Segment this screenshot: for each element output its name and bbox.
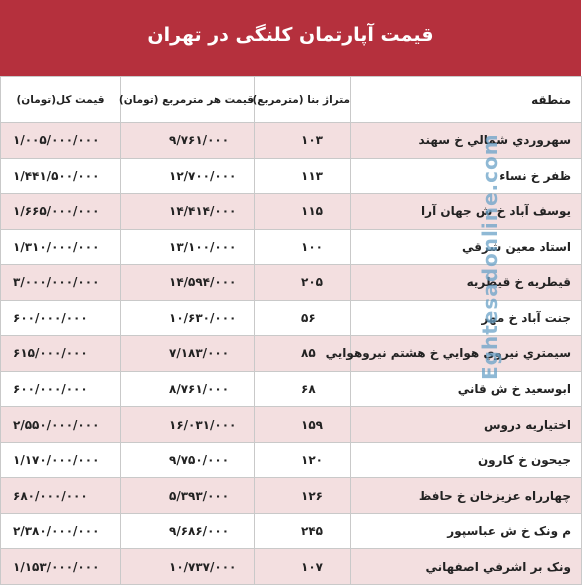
cell-area: ۶۸	[255, 371, 351, 407]
cell-price-per-meter: ۱۰/۶۳۰/۰۰۰	[121, 300, 255, 336]
cell-region: ظفر خ نساء	[351, 158, 582, 194]
cell-area: ۱۰۷	[255, 549, 351, 585]
cell-region: جنت آباد خ مهر	[351, 300, 582, 336]
cell-price-per-meter: ۱۲/۷۰۰/۰۰۰	[121, 158, 255, 194]
cell-price-per-meter: ۱۴/۵۹۴/۰۰۰	[121, 265, 255, 301]
table-row	[1, 265, 582, 301]
cell-area: ۲۰۵	[255, 265, 351, 301]
cell-region: چهارراه عزیزخان خ حافظ	[351, 478, 582, 514]
table-row	[1, 549, 582, 585]
table-row	[1, 513, 582, 549]
cell-region: ونک بر اشرفي اصفهاني	[351, 549, 582, 585]
cell-area: ۱۰۳	[255, 123, 351, 159]
table-header-row	[1, 77, 582, 123]
cell-region: اختیاریه دروس	[351, 407, 582, 443]
cell-price-per-meter: ۹/۷۵۰/۰۰۰	[121, 442, 255, 478]
cell-total-price: ۱/۱۷۰/۰۰۰/۰۰۰	[1, 442, 121, 478]
cell-total-price: ۳/۰۰۰/۰۰۰/۰۰۰	[1, 265, 121, 301]
header-area: متراژ بنا (مترمربع)	[255, 77, 351, 123]
table-row	[1, 194, 582, 230]
cell-region: استاد معین شرقي	[351, 229, 582, 265]
table-row	[1, 158, 582, 194]
cell-total-price: ۶۰۰/۰۰۰/۰۰۰	[1, 371, 121, 407]
cell-region: سهروردي شمالي خ سهند	[351, 123, 582, 159]
header-region: منطقه	[351, 77, 582, 123]
cell-area: ۱۱۳	[255, 158, 351, 194]
cell-total-price: ۱/۳۱۰/۰۰۰/۰۰۰	[1, 229, 121, 265]
cell-price-per-meter: ۱۴/۴۱۴/۰۰۰	[121, 194, 255, 230]
cell-region: ابوسعید خ ش قاني	[351, 371, 582, 407]
cell-area: ۱۲۶	[255, 478, 351, 514]
cell-price-per-meter: ۱۶/۰۳۱/۰۰۰	[121, 407, 255, 443]
cell-total-price: ۱/۴۴۱/۵۰۰/۰۰۰	[1, 158, 121, 194]
title-banner	[0, 0, 581, 76]
cell-region: م ونک خ ش عباسپور	[351, 513, 582, 549]
cell-total-price: ۶۰۰/۰۰۰/۰۰۰	[1, 300, 121, 336]
cell-price-per-meter: ۹/۶۸۶/۰۰۰	[121, 513, 255, 549]
price-table	[0, 76, 582, 585]
watermark: Eghtesadonline.com	[478, 133, 502, 380]
cell-total-price: ۶۱۵/۰۰۰/۰۰۰	[1, 336, 121, 372]
cell-price-per-meter: ۱۰/۷۳۷/۰۰۰	[121, 549, 255, 585]
cell-total-price: ۱/۰۰۵/۰۰۰/۰۰۰	[1, 123, 121, 159]
table-row	[1, 300, 582, 336]
cell-region: جیحون خ کارون	[351, 442, 582, 478]
cell-area: ۱۲۰	[255, 442, 351, 478]
table-row	[1, 371, 582, 407]
cell-area: ۱۰۰	[255, 229, 351, 265]
header-price-per-meter: قیمت هر مترمربع (تومان)	[121, 77, 255, 123]
cell-area: ۱۱۵	[255, 194, 351, 230]
cell-price-per-meter: ۸/۷۶۱/۰۰۰	[121, 371, 255, 407]
cell-area: ۵۶	[255, 300, 351, 336]
cell-area: ۲۴۵	[255, 513, 351, 549]
table-row	[1, 229, 582, 265]
cell-region: قیطریه خ قیطریه	[351, 265, 582, 301]
table-row	[1, 336, 582, 372]
header-total-price: قیمت کل(تومان)	[1, 77, 121, 123]
cell-price-per-meter: ۵/۳۹۳/۰۰۰	[121, 478, 255, 514]
cell-total-price: ۱/۱۵۳/۰۰۰/۰۰۰	[1, 549, 121, 585]
cell-price-per-meter: ۷/۱۸۳/۰۰۰	[121, 336, 255, 372]
table-row	[1, 123, 582, 159]
cell-total-price: ۲/۵۵۰/۰۰۰/۰۰۰	[1, 407, 121, 443]
cell-total-price: ۲/۳۸۰/۰۰۰/۰۰۰	[1, 513, 121, 549]
cell-region: سیمتري نیروي هوایي خ هشتم نیروهوایي	[351, 336, 582, 372]
cell-region: یوسف آباد خ ش جهان آرا	[351, 194, 582, 230]
table-row	[1, 478, 582, 514]
table-row	[1, 407, 582, 443]
table-row	[1, 442, 582, 478]
cell-area: ۱۵۹	[255, 407, 351, 443]
cell-price-per-meter: ۱۳/۱۰۰/۰۰۰	[121, 229, 255, 265]
page-title: قیمت آپارتمان کلنگی در تهران	[147, 24, 434, 46]
cell-total-price: ۱/۶۶۵/۰۰۰/۰۰۰	[1, 194, 121, 230]
cell-area: ۸۵	[255, 336, 351, 372]
cell-price-per-meter: ۹/۷۶۱/۰۰۰	[121, 123, 255, 159]
cell-total-price: ۶۸۰/۰۰۰/۰۰۰	[1, 478, 121, 514]
